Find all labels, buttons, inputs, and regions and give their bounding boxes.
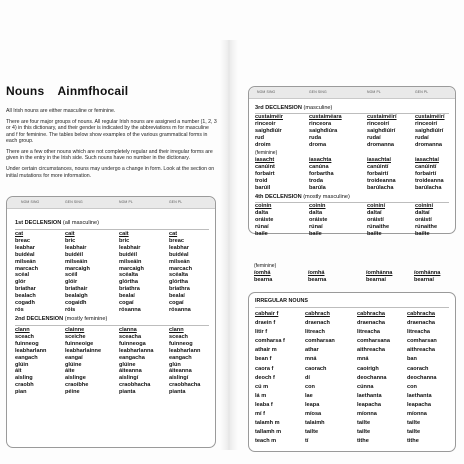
section-2nd-declension [15, 316, 107, 322]
noun-form: tithe [407, 438, 419, 445]
noun-form: rinceoirí [415, 120, 438, 127]
noun-form: athair m [255, 347, 277, 354]
table-header-row [7, 197, 215, 209]
noun-form: lae [305, 392, 313, 399]
noun-form: glúine [65, 361, 82, 368]
noun-form: breac [169, 237, 184, 244]
heading-irish: Ainmfhocail [57, 84, 129, 98]
noun-form: custaiméir [255, 114, 283, 120]
noun-form: caora f [255, 365, 274, 372]
noun-form: fuinneog [169, 340, 193, 347]
noun-form: íomhánna [366, 270, 393, 276]
noun-form: aislinge [65, 375, 86, 382]
section-number: 1st DECLENSION [15, 220, 62, 226]
noun-form: glún [169, 361, 181, 368]
column-nom-sing [255, 157, 275, 192]
noun-form: leabharlann [15, 347, 47, 354]
column-gen-pl [415, 157, 444, 192]
noun-form: bealaigh [65, 293, 88, 300]
noun-form: dromanna [367, 141, 395, 148]
noun-form: cú m [255, 383, 269, 390]
noun-form: litreacha [357, 329, 381, 336]
noun-form: iasachta [309, 157, 332, 163]
column-nom-pl [367, 157, 396, 192]
noun-form: pianta [119, 389, 136, 396]
noun-form: droma [309, 141, 327, 148]
noun-form: pianta [169, 389, 186, 396]
noun-form: oráistí [415, 216, 432, 223]
noun-form: saighdiúirí [367, 127, 396, 134]
noun-form: cogadh [15, 300, 35, 307]
noun-form: breac [15, 237, 30, 244]
column-gen-sing [309, 203, 327, 238]
noun-form: áiteanna [169, 368, 192, 375]
noun-form: fuinneoga [119, 340, 146, 347]
noun-form: dí [305, 374, 310, 381]
noun-form: ban [407, 356, 417, 363]
noun-form: rinceora [309, 120, 332, 127]
noun-form: péine [65, 389, 80, 396]
noun-form: barúlacha [367, 184, 394, 191]
gender-feminine-label-4th: (feminine) [254, 263, 277, 269]
noun-form: barúlacha [415, 184, 442, 191]
noun-form: buidéal [169, 251, 189, 258]
noun-form: coiníní [367, 203, 386, 209]
column-nom-pl [367, 203, 389, 238]
noun-form: leabhar [15, 244, 35, 251]
column-nom-sing [255, 114, 283, 149]
noun-form: baile [309, 230, 322, 237]
section-note: (mostly feminine) [64, 316, 108, 322]
noun-form: sceach [169, 333, 188, 340]
noun-form: íomhánna [414, 270, 441, 276]
noun-form: bailte [415, 230, 430, 237]
header-nom-sing: NOM SING [257, 90, 276, 95]
noun-form: talaimh [305, 420, 325, 427]
noun-form: marcach [15, 265, 39, 272]
noun-form: bric [65, 237, 76, 244]
noun-form: fuinneoige [65, 340, 94, 347]
noun-form: glúin [15, 361, 29, 368]
noun-form: tithe [357, 438, 369, 445]
noun-form: craobh [15, 382, 34, 389]
section-number: 3rd DECLENSION [255, 105, 302, 111]
noun-form: leabhar [169, 244, 189, 251]
column-gen-sing [65, 327, 101, 396]
noun-form: buidéil [119, 251, 138, 258]
noun-form: forbairtí [367, 170, 389, 177]
noun-form: sceach [15, 333, 34, 340]
header-nom-pl: NOM PL [119, 200, 133, 205]
noun-form: clann [169, 327, 184, 333]
noun-form: tailte [407, 429, 421, 436]
section-4th-declension [255, 194, 350, 200]
column-nom-sing [255, 310, 285, 446]
noun-form: cogaidh [65, 300, 87, 307]
column-nom-pl [366, 270, 392, 284]
column-nom-pl [119, 327, 154, 396]
noun-form: deoch f [255, 374, 275, 381]
noun-form: litreach [305, 329, 325, 336]
header-nom-pl: NOM PL [367, 90, 381, 95]
noun-form: leabharlann [169, 347, 201, 354]
noun-form: mná [305, 356, 317, 363]
declension-table-1-2 [6, 196, 216, 448]
noun-form: barúla [309, 184, 326, 191]
noun-form: rósanna [119, 306, 141, 313]
column-gen-pl [415, 203, 437, 238]
noun-form: tailte [357, 420, 371, 427]
noun-form: tallamh m [255, 429, 282, 436]
header-gen-sing: GEN SING [65, 200, 83, 205]
noun-form: leabhair [65, 244, 87, 251]
noun-form: cat [15, 231, 24, 237]
noun-form: canúna [309, 163, 329, 170]
noun-form: áiteanna [119, 368, 142, 375]
noun-form: leapa [305, 401, 320, 408]
noun-form: dalta [309, 209, 323, 216]
noun-form: míosa [305, 411, 322, 418]
noun-form: marcaigh [65, 265, 90, 272]
column-nom-pl [367, 114, 397, 149]
section-note: (mostly masculine) [303, 194, 350, 200]
noun-form: draenach [305, 320, 330, 327]
noun-form: pian [15, 389, 27, 396]
noun-form: dromanna [415, 141, 443, 148]
declension-table-3-4 [248, 86, 456, 237]
column-gen-sing [65, 231, 90, 314]
section-note: (all masculine) [62, 220, 99, 226]
noun-form: scéalta [119, 272, 138, 279]
heading-english: Nouns [6, 84, 45, 98]
noun-form: aithreacha [357, 347, 385, 354]
noun-form: leabharlainne [65, 347, 102, 354]
intro-paragraph: There are a few other nouns which are not completely regular and their irregular forms are given in the entry in the Irish side. Such nouns have no number in the dictionary. [6, 149, 213, 162]
noun-form: craobhacha [119, 382, 151, 389]
noun-form: scéil [65, 272, 78, 279]
noun-form: milseán [15, 258, 36, 265]
noun-form: bearnaí [366, 276, 386, 283]
column-gen-sing [309, 114, 342, 149]
noun-form: bailte [367, 230, 382, 237]
noun-form: saighdiúirí [415, 127, 444, 134]
noun-form: bean f [255, 356, 272, 363]
noun-form: clanna [119, 327, 137, 333]
table-header-row [249, 87, 455, 99]
noun-form: míonna [407, 411, 427, 418]
noun-form: deochanna [357, 374, 387, 381]
noun-form: comharsan [305, 338, 335, 345]
noun-form: droim [255, 141, 271, 148]
noun-form: craobhacha [169, 382, 201, 389]
noun-form: marcach [169, 265, 193, 272]
noun-form: clainne [65, 327, 85, 333]
noun-form: bearna [308, 276, 327, 283]
noun-form: iasachtaí [367, 157, 391, 163]
noun-form: canúint [255, 163, 275, 170]
noun-form: marcaigh [119, 265, 144, 272]
noun-form: cait [65, 231, 75, 237]
noun-form: róis [65, 306, 76, 313]
noun-form: eangach [15, 354, 38, 361]
noun-form: tailte [305, 429, 319, 436]
column-nom-sing [254, 270, 272, 284]
noun-form: scéalta [169, 272, 188, 279]
noun-form: tailte [357, 429, 371, 436]
page-heading [6, 84, 138, 98]
noun-form: cabhracha [407, 311, 435, 317]
irregular-nouns-title: IRREGULAR NOUNS [255, 298, 309, 304]
noun-form: glóir [65, 279, 78, 286]
noun-form: rinceoirí [367, 120, 390, 127]
noun-form: cúnna [357, 383, 374, 390]
noun-form: bealach [15, 293, 36, 300]
column-gen-sing [309, 157, 334, 192]
noun-form: briathra [119, 286, 140, 293]
noun-form: glórtha [169, 279, 188, 286]
noun-form: sceiche [65, 333, 86, 340]
irregular-nouns-table [248, 292, 456, 452]
column-gen-sing [308, 270, 326, 284]
noun-form: laethanta [407, 392, 432, 399]
noun-form: custaiméirí [367, 114, 397, 120]
noun-form: coinín [309, 203, 326, 209]
noun-form: glórtha [119, 279, 138, 286]
noun-form: cat [169, 231, 178, 237]
section-3rd-declension [255, 105, 332, 111]
noun-form: cait [119, 231, 129, 237]
noun-form: milseáin [119, 258, 142, 265]
intro-paragraph: All Irish nouns are either masculine or feminine. [6, 108, 116, 114]
noun-form: talamh m [255, 420, 280, 427]
noun-form: troideanna [415, 177, 444, 184]
noun-form: laethanta [357, 392, 382, 399]
noun-form: daltaí [367, 209, 382, 216]
noun-form: glór [15, 279, 26, 286]
noun-form: bearnaí [414, 276, 434, 283]
header-gen-sing: GEN SING [309, 90, 327, 95]
noun-form: tailte [407, 420, 421, 427]
noun-form: leabharlanna [119, 347, 154, 354]
noun-form: bealaí [119, 293, 135, 300]
noun-form: comharsana [357, 338, 390, 345]
noun-form: litir f [255, 329, 268, 336]
noun-form: mí f [255, 411, 265, 418]
intro-text [6, 108, 218, 184]
noun-form: con [407, 383, 417, 390]
noun-form: rud [255, 134, 265, 141]
noun-form: teach m [255, 438, 277, 445]
noun-form: clann [15, 327, 30, 333]
noun-form: sceacha [119, 333, 142, 340]
column-gen-pl [415, 114, 445, 149]
noun-form: áit [15, 368, 22, 375]
noun-form: eangacha [119, 354, 145, 361]
noun-form: caorach [305, 365, 327, 372]
noun-form: leapacha [407, 401, 431, 408]
noun-form: forbairtí [415, 170, 437, 177]
noun-form: buidéil [65, 251, 84, 258]
noun-form: draenacha [357, 320, 385, 327]
noun-form: cogaí [169, 300, 184, 307]
noun-form: aisling [15, 375, 33, 382]
noun-form: saighdiúir [255, 127, 282, 134]
noun-form: fuinneog [15, 340, 39, 347]
noun-form: saighdiúra [309, 127, 338, 134]
noun-form: deochanna [407, 374, 437, 381]
intro-paragraph: There are four major groups of nouns. All regular Irish nouns are assigned a number (1, 2, 3 or 4) in this dictionary, and their gender is indicated by the abbreviations m for masculine and f for feminine. The tables below show examples of the various grammatical forms in each group. [6, 118, 217, 145]
page-gutter [220, 40, 238, 450]
noun-form: comharsa f [255, 338, 285, 345]
noun-form: rinceoir [255, 120, 276, 127]
noun-form: íomhá [254, 270, 271, 276]
noun-form: canúintí [415, 163, 437, 170]
column-gen-sing [305, 310, 335, 446]
noun-form: custaiméirí [415, 114, 445, 120]
column-gen-pl [169, 327, 200, 396]
noun-form: canúintí [367, 163, 389, 170]
column-nom-pl [357, 310, 390, 446]
section-note: (masculine) [303, 105, 333, 111]
noun-form: tí [305, 438, 309, 445]
noun-form: cogaí [119, 300, 134, 307]
section-number: 4th DECLENSION [255, 194, 302, 200]
noun-form: glúine [119, 361, 136, 368]
noun-form: oráistí [367, 216, 384, 223]
noun-form: con [305, 383, 315, 390]
noun-form: briathair [65, 286, 88, 293]
noun-form: aislingí [119, 375, 139, 382]
noun-form: bealaí [169, 293, 185, 300]
column-nom-pl [119, 231, 144, 314]
intro-paragraph: Under certain circumstances, nouns may undergo a change in form. Look at the section on initial mutations for more information. [6, 166, 215, 179]
noun-form: rúnaí [255, 223, 269, 230]
noun-form: draein f [255, 320, 276, 327]
gender-feminine-label: (feminine) [255, 150, 278, 156]
noun-form: comharsan [407, 338, 437, 345]
noun-form: bearna [254, 276, 273, 283]
noun-form: forbairt [255, 170, 275, 177]
noun-form: cabhrach [305, 311, 330, 317]
noun-form: athar [305, 347, 319, 354]
noun-form: ruda [309, 134, 322, 141]
noun-form: briathar [15, 286, 36, 293]
noun-form: leabhair [119, 244, 141, 251]
noun-form: barúil [255, 184, 271, 191]
section-number: 2nd DECLENSION [15, 316, 64, 322]
header-gen-pl: GEN PL [415, 90, 429, 95]
column-gen-pl [407, 310, 437, 446]
noun-form: milseán [169, 258, 190, 265]
noun-form: rúnaithe [415, 223, 438, 230]
noun-form: míonna [357, 411, 377, 418]
noun-form: buidéal [15, 251, 35, 258]
noun-form: aithreacha [407, 347, 435, 354]
column-nom-sing [15, 327, 46, 396]
noun-form: leaba f [255, 401, 273, 408]
noun-form: milseáin [65, 258, 88, 265]
header-nom-sing: NOM SING [21, 200, 40, 205]
noun-form: forbartha [309, 170, 334, 177]
column-gen-pl [169, 231, 192, 314]
noun-form: rósanna [169, 306, 191, 313]
column-gen-pl [414, 270, 440, 284]
noun-form: mná [357, 356, 369, 363]
noun-form: eangaí [65, 354, 83, 361]
header-gen-pl: GEN PL [169, 200, 183, 205]
noun-form: troideanna [367, 177, 396, 184]
noun-form: cabhracha [357, 311, 385, 317]
noun-form: iasachtaí [415, 157, 439, 163]
noun-form: áite [65, 368, 75, 375]
noun-form: craoibhe [65, 382, 89, 389]
noun-form: troda [309, 177, 323, 184]
noun-form: briathra [169, 286, 190, 293]
noun-form: scéal [15, 272, 29, 279]
noun-form: íomhá [308, 270, 325, 276]
column-nom-sing [255, 203, 273, 238]
noun-form: rúnaithe [367, 223, 390, 230]
noun-form: coinín [255, 203, 272, 209]
noun-form: draenacha [407, 320, 435, 327]
divider [15, 325, 209, 326]
noun-form: coiníní [415, 203, 434, 209]
noun-form: leapacha [357, 401, 381, 408]
noun-form: eangach [169, 354, 192, 361]
noun-form: litreacha [407, 329, 431, 336]
noun-form: rudaí [367, 134, 381, 141]
noun-form: baile [255, 230, 268, 237]
noun-form: rúnaí [309, 223, 323, 230]
noun-form: oráiste [309, 216, 328, 223]
noun-form: lá m [255, 392, 267, 399]
divider [255, 307, 449, 308]
noun-form: bric [119, 237, 130, 244]
noun-form: rudaí [415, 134, 429, 141]
noun-form: iasacht [255, 157, 275, 163]
column-nom-sing [15, 231, 38, 314]
divider [15, 229, 209, 230]
noun-form: caorach [407, 365, 429, 372]
noun-form: cabhair f [255, 311, 279, 317]
noun-form: aislingí [169, 375, 189, 382]
noun-form: oráiste [255, 216, 274, 223]
section-1st-declension [15, 220, 99, 226]
noun-form: dalta [255, 209, 269, 216]
noun-form: daltaí [415, 209, 430, 216]
noun-form: troid [255, 177, 268, 184]
noun-form: caoirigh [357, 365, 379, 372]
noun-form: custaiméara [309, 114, 342, 120]
noun-form: rós [15, 306, 24, 313]
